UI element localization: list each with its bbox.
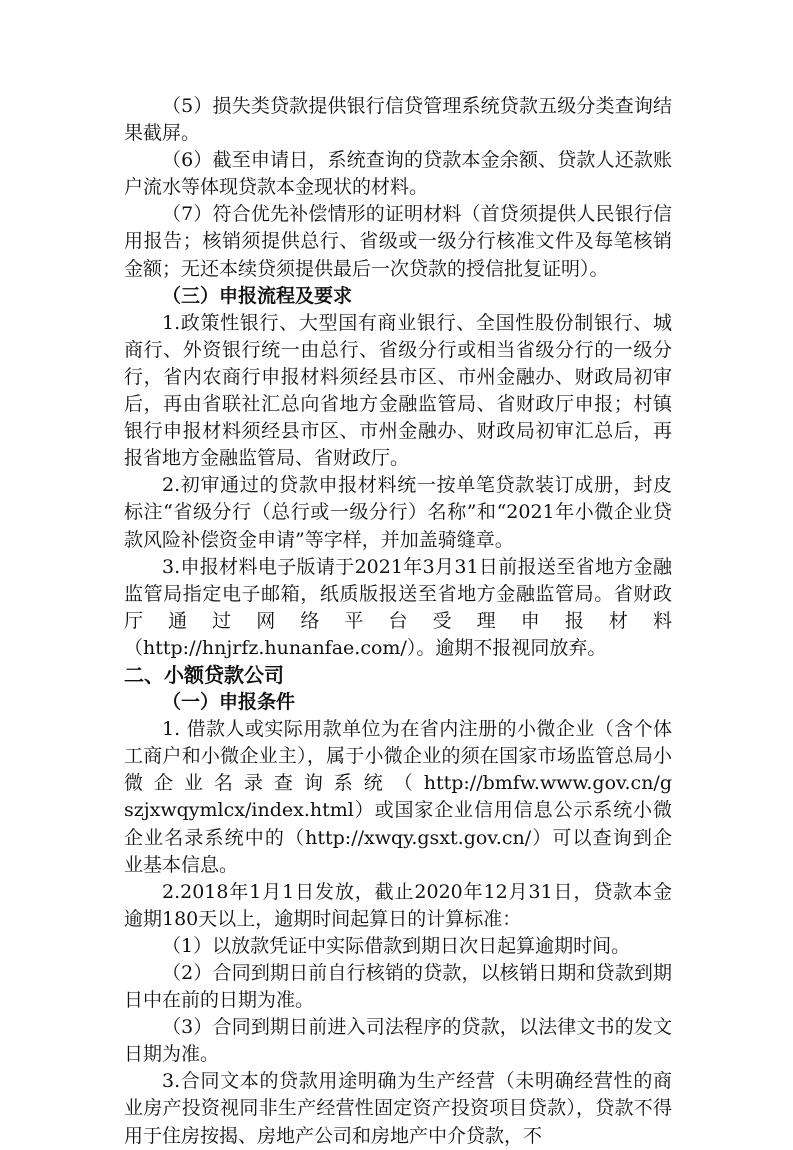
paragraph-item-7: （7）符合优先补偿情形的证明材料（首贷须提供人民银行信用报告；核销须提供总行、省级或一级分行核准文件及每笔核销金额；无还本续贷须提供最后一次贷款的授信批复证明）。 (124, 203, 672, 280)
paragraph-condition-2: 2.2018年1月1日发放，截止2020年12月31日，贷款本金逾期180天以上，逾期时间起算日的计算标准： (124, 880, 672, 930)
paragraph-condition-2-1: （1）以放款凭证中实际借款到期日次日起算逾期时间。 (162, 934, 631, 957)
paragraph-condition-3: 3.合同文本的贷款用途明确为生产经营（未明确经营性的商业房产投资视同非生产经营性固定资产投资项目贷款），贷款不得用于住房按揭、房地产公司和房地产中介贷款，不 (124, 1070, 672, 1147)
paragraph-condition-1: 1. 借款人或实际用款单位为在省内注册的小微企业（含个体工商户和小微企业主），属于小微企业的须在国家市场监管总局小微企业名录查询系统（http://bmfw.www.gov.cn/g szjxwqymlcx/index.html）或国家企业信用信息公示系统小微企业名录系统中的（http://xwqy.gsxt.gov.cn/）可以查询到企业基本信息。 (124, 718, 672, 876)
paragraph-process-1: 1.政策性银行、大型国有商业银行、全国性股份制银行、城商行、外资银行统一由总行、省级分行或相当省级分行的一级分行，省内农商行申报材料须经县市区、市州金融办、财政局初审后，再由省联社汇总向省地方金融监管局、省财政厅申报；村镇银行申报材料须经县市区、市州金融办、财政局初审汇总后，再报省地方金融监管局、省财政厅。 (124, 311, 672, 470)
paragraph-item-5: （5）损失类贷款提供银行信贷管理系统贷款五级分类查询结果截屏。 (124, 95, 672, 145)
paragraph-process-3: 3.申报材料电子版请于2021年3月31日前报送至省地方金融监管局指定电子邮箱，纸质版报送至省地方金融监管局。省财政厅通过网络平台受理申报材料（http://hnjrfz.hunanfae.com/）。逾期不报视同放弃。 (124, 555, 672, 659)
paragraph-condition-2-2: （2）合同到期日前自行核销的贷款，以核销日期和贷款到期日中在前的日期为准。 (124, 962, 672, 1012)
section-heading-microloan: 二、小额贷款公司 (124, 662, 284, 687)
paragraph-process-2: 2.初审通过的贷款申报材料统一按单笔贷款装订成册，封皮标注“省级分行（总行或一级分行）名称”和“2021年小微企业贷款风险补偿资金申请”等字样，并加盖骑缝章。 (124, 474, 672, 551)
section-heading-conditions: （一）申报条件 (162, 691, 296, 714)
paragraph-item-6: （6）截至申请日，系统查询的贷款本金余额、贷款人还款账户流水等体现贷款本金现状的材料。 (124, 149, 672, 199)
document-body (124, 93, 672, 1150)
section-heading-process: （三）申报流程及要求 (162, 284, 353, 307)
paragraph-condition-2-3: （3）合同到期日前进入司法程序的贷款，以法律文书的发文日期为准。 (124, 1016, 672, 1066)
